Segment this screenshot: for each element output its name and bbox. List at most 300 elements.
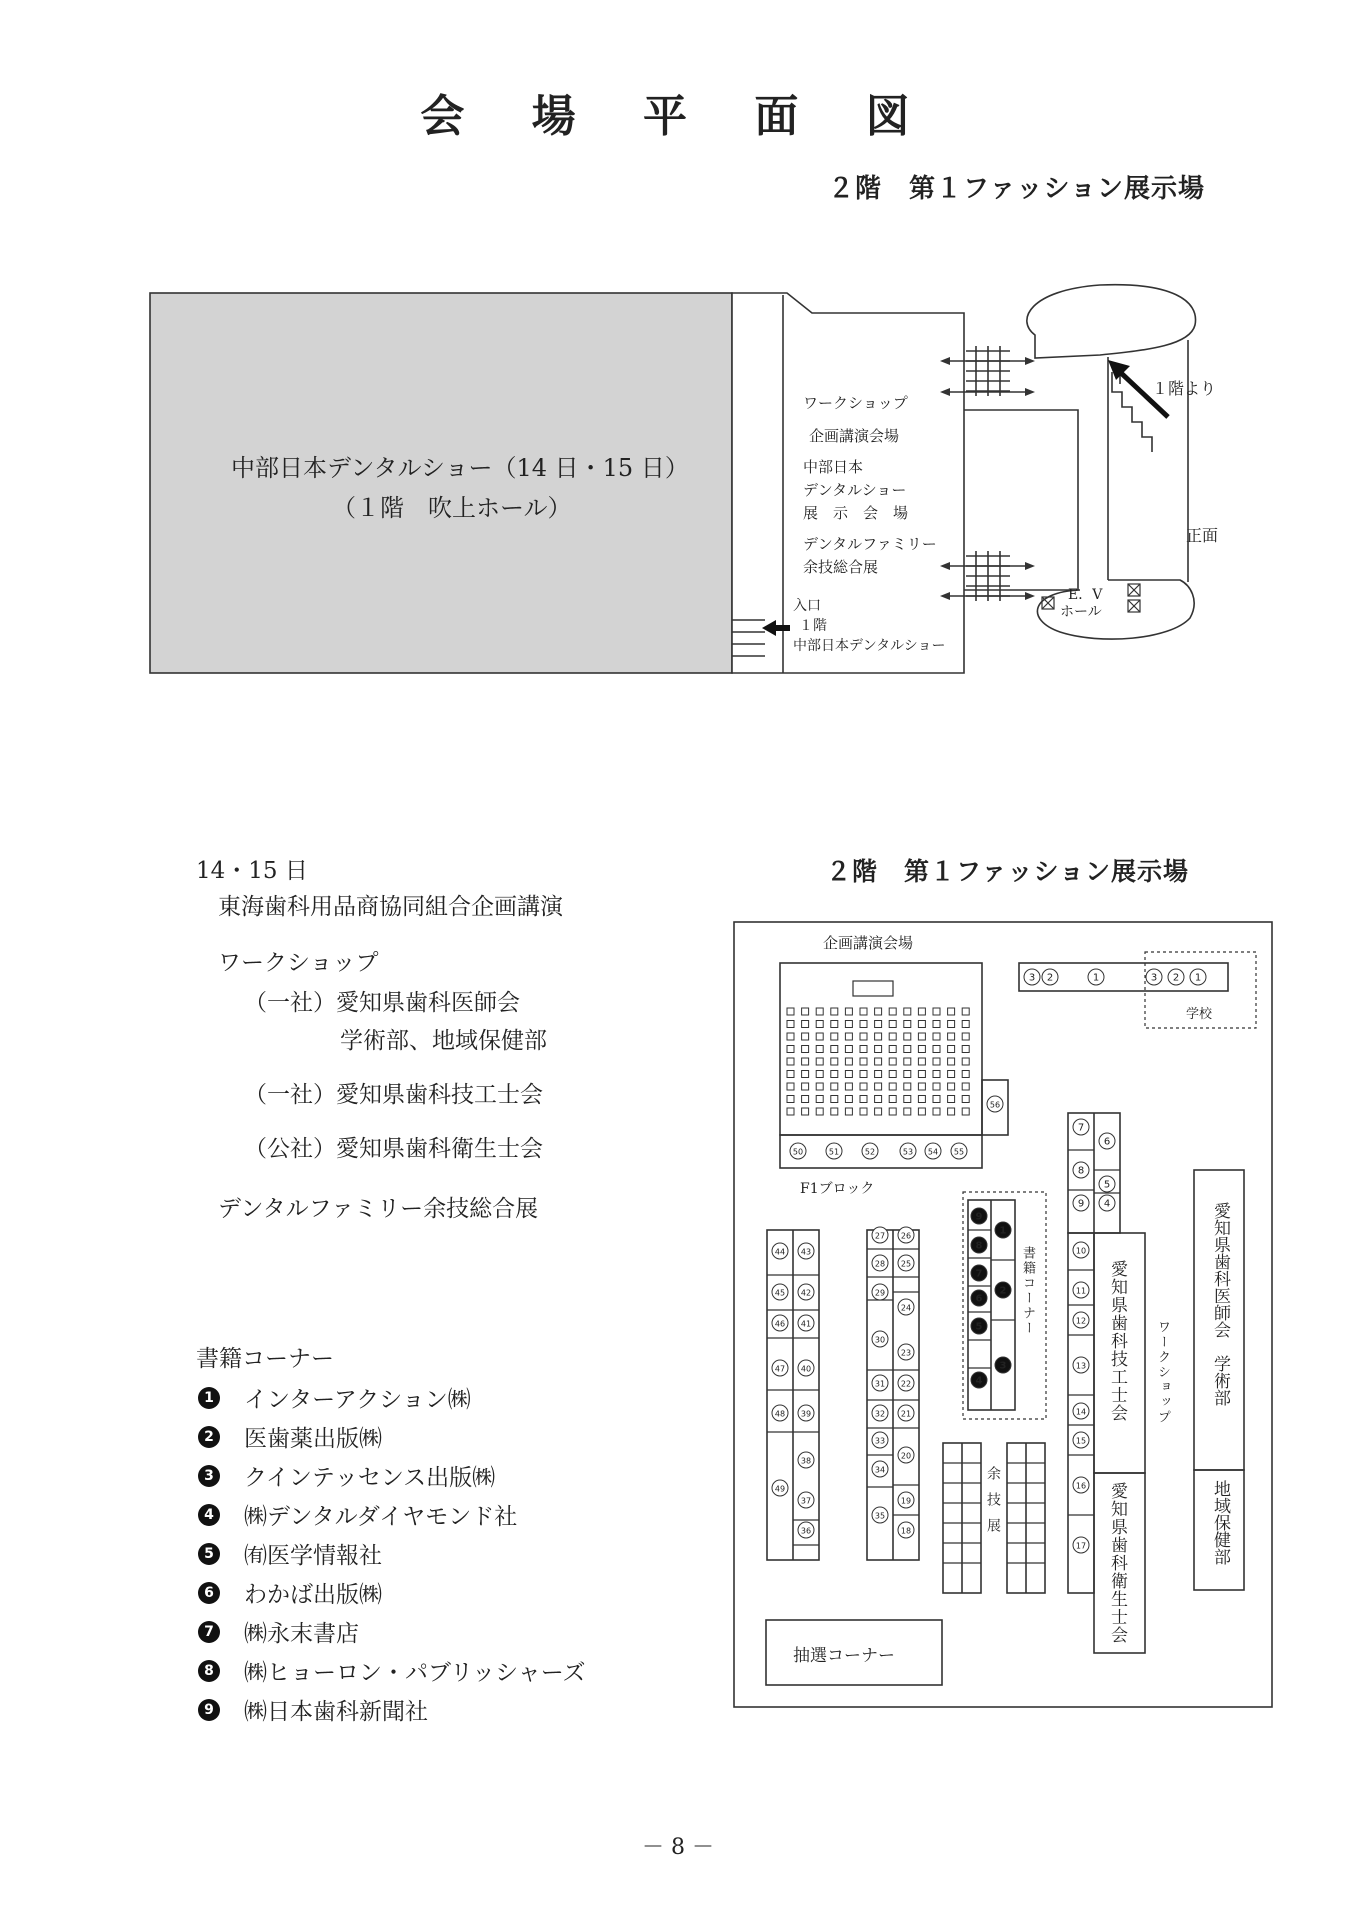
seat	[948, 1083, 955, 1090]
booth-number	[898, 1522, 914, 1538]
booth-number	[898, 1375, 914, 1391]
seat	[802, 1033, 809, 1040]
seat	[933, 1071, 940, 1078]
svg-text:8: 8	[975, 1240, 983, 1252]
svg-text:17: 17	[1075, 1541, 1087, 1551]
booth-number	[798, 1315, 814, 1331]
svg-text:35: 35	[874, 1511, 886, 1521]
svg-text:6: 6	[975, 1293, 983, 1305]
seat	[918, 1096, 925, 1103]
booth-number	[1073, 1282, 1089, 1298]
seat	[933, 1021, 940, 1028]
seat	[787, 1021, 794, 1028]
tech-assoc-vertical-label: 愛知県歯科技工士会	[1107, 1260, 1127, 1422]
booth-number	[1073, 1195, 1089, 1211]
book-booth-badge	[971, 1208, 987, 1224]
seat	[787, 1071, 794, 1078]
book-corner-item	[198, 1612, 586, 1651]
book-corner-item-name: ㈲医学情報社	[244, 1543, 382, 1569]
svg-text:18: 18	[900, 1526, 912, 1536]
svg-text:53: 53	[902, 1147, 914, 1157]
svg-text:3: 3	[1028, 972, 1036, 984]
seat	[787, 1108, 794, 1115]
seat	[816, 1071, 823, 1078]
seat	[787, 1033, 794, 1040]
svg-text:1: 1	[1092, 972, 1100, 984]
booth-number	[798, 1405, 814, 1421]
number-badge-icon: 7	[198, 1621, 220, 1643]
seat	[845, 1083, 852, 1090]
book-corner-item-name: ㈱デンタルダイヤモンド社	[244, 1504, 518, 1530]
svg-text:3: 3	[999, 1360, 1007, 1372]
book-corner-item	[198, 1417, 586, 1456]
room-label-hobby: 余技総合展	[803, 558, 879, 576]
schedule-departments: 学術部、地域保健部	[340, 1028, 547, 1054]
room-label-chubu: 中部日本	[803, 458, 864, 476]
seat	[875, 1033, 882, 1040]
svg-text:7: 7	[1077, 1122, 1085, 1134]
seat	[948, 1033, 955, 1040]
hall-label-line2: （１階 吹上ホール）	[332, 494, 572, 522]
booth-number	[1073, 1403, 1089, 1419]
seat	[948, 1008, 955, 1015]
svg-text:33: 33	[874, 1436, 886, 1446]
booth-number	[772, 1360, 788, 1376]
book-corner-item	[198, 1534, 586, 1573]
seat	[918, 1058, 925, 1065]
svg-text:32: 32	[874, 1409, 886, 1419]
svg-text:7: 7	[975, 1268, 983, 1280]
svg-text:4: 4	[1103, 1198, 1111, 1210]
workshop-vertical-label: ワークショップ	[1155, 1320, 1170, 1425]
upper-oval-hall	[1027, 285, 1196, 358]
seat	[889, 1108, 896, 1115]
svg-text:34: 34	[874, 1465, 886, 1475]
hygienist-assoc-vertical-label: 愛知県歯科衛生士会	[1107, 1482, 1127, 1644]
booth-number	[872, 1432, 888, 1448]
seat	[845, 1046, 852, 1053]
seat	[889, 1021, 896, 1028]
seat	[845, 1033, 852, 1040]
svg-text:2: 2	[1172, 972, 1180, 984]
book-corner-item-name: ㈱ヒョーロン・パブリッシャーズ	[244, 1660, 586, 1686]
svg-text:3: 3	[1150, 972, 1158, 984]
svg-text:38: 38	[800, 1456, 812, 1466]
seat	[802, 1008, 809, 1015]
seat	[889, 1046, 896, 1053]
book-booth-badge	[971, 1237, 987, 1253]
booth-number	[772, 1284, 788, 1300]
booth-number	[898, 1492, 914, 1508]
seat	[860, 1046, 867, 1053]
svg-text:2: 2	[999, 1285, 1007, 1297]
svg-text:6: 6	[1103, 1136, 1111, 1148]
svg-text:11: 11	[1075, 1286, 1087, 1296]
top-map-subtitle: ２階 第１ファッション展示場	[828, 174, 1205, 204]
seat	[802, 1021, 809, 1028]
front-label: 正面	[1186, 526, 1219, 545]
book-corner-item	[198, 1573, 586, 1612]
book-corner-heading: 書籍コーナー	[196, 1346, 334, 1372]
booth-number	[872, 1227, 888, 1243]
svg-text:47: 47	[774, 1364, 786, 1374]
schedule-hobby: デンタルファミリー余技総合展	[218, 1196, 539, 1222]
number-badge-icon: 6	[198, 1582, 220, 1604]
svg-text:36: 36	[800, 1526, 812, 1536]
booth-number	[798, 1284, 814, 1300]
seat	[816, 1008, 823, 1015]
booth-number	[900, 1143, 916, 1159]
svg-text:5: 5	[975, 1321, 983, 1333]
seat	[875, 1008, 882, 1015]
svg-text:30: 30	[874, 1335, 886, 1345]
booth-number	[1024, 969, 1040, 985]
seat	[962, 1046, 969, 1053]
seat	[918, 1033, 925, 1040]
booth-number	[1168, 969, 1184, 985]
book-booth-badge	[971, 1372, 987, 1388]
stairs-upper	[966, 346, 1010, 396]
seat	[933, 1008, 940, 1015]
seat	[816, 1058, 823, 1065]
book-corner-item	[198, 1378, 586, 1417]
booth-number	[1190, 969, 1206, 985]
svg-text:39: 39	[800, 1409, 812, 1419]
seat	[860, 1033, 867, 1040]
seat	[802, 1058, 809, 1065]
schedule-hygienist-assoc: （公社）愛知県歯科衛生士会	[244, 1136, 543, 1162]
svg-text:20: 20	[900, 1451, 912, 1461]
seat	[816, 1021, 823, 1028]
seat	[875, 1083, 882, 1090]
booth-number	[1088, 969, 1104, 985]
booth-number	[862, 1143, 878, 1159]
svg-text:9: 9	[975, 1211, 983, 1223]
svg-text:52: 52	[864, 1147, 876, 1157]
room-label-lecture: 企画講演会場	[809, 427, 900, 445]
seat	[845, 1071, 852, 1078]
seat	[860, 1058, 867, 1065]
lecture-seats	[787, 1008, 969, 1115]
seat	[948, 1021, 955, 1028]
book-booth-badge	[995, 1282, 1011, 1298]
room-label-exhibit: 展 示 会 場	[803, 504, 909, 522]
svg-text:55: 55	[953, 1147, 965, 1157]
seat	[860, 1021, 867, 1028]
booth-number	[872, 1255, 888, 1271]
book-corner-item-name: クインテッセンス出版㈱	[244, 1465, 496, 1491]
svg-text:40: 40	[800, 1364, 812, 1374]
seat	[845, 1108, 852, 1115]
booth-number	[872, 1461, 888, 1477]
seat	[875, 1058, 882, 1065]
seat	[933, 1046, 940, 1053]
seat	[889, 1096, 896, 1103]
seat	[962, 1096, 969, 1103]
svg-text:23: 23	[900, 1348, 912, 1358]
svg-text:44: 44	[774, 1247, 786, 1257]
svg-text:25: 25	[900, 1259, 912, 1269]
seat	[948, 1046, 955, 1053]
svg-text:10: 10	[1075, 1246, 1087, 1256]
seat	[802, 1046, 809, 1053]
booth-number	[872, 1405, 888, 1421]
svg-text:37: 37	[800, 1496, 812, 1506]
svg-text:54: 54	[927, 1147, 939, 1157]
seat	[933, 1108, 940, 1115]
svg-text:27: 27	[874, 1231, 886, 1241]
seat	[904, 1071, 911, 1078]
seat	[831, 1083, 838, 1090]
seat	[831, 1008, 838, 1015]
svg-text:51: 51	[828, 1147, 840, 1157]
svg-text:48: 48	[774, 1409, 786, 1419]
ev-hall-label: ホール	[1060, 604, 1102, 620]
number-badge-icon: 8	[198, 1660, 220, 1682]
seat	[802, 1083, 809, 1090]
book-booth-badge	[995, 1222, 1011, 1238]
entrance-label: 入口	[793, 598, 821, 614]
ev-label: E．V	[1068, 587, 1103, 603]
book-corner-item	[198, 1495, 586, 1534]
booth-number	[1073, 1357, 1089, 1373]
seat	[918, 1021, 925, 1028]
seat	[962, 1033, 969, 1040]
svg-text:45: 45	[774, 1288, 786, 1298]
svg-text:16: 16	[1075, 1481, 1087, 1491]
booth-number	[872, 1375, 888, 1391]
seat	[948, 1108, 955, 1115]
seat	[787, 1008, 794, 1015]
seat	[787, 1058, 794, 1065]
room-label-dental-show: デンタルショー	[803, 481, 907, 499]
svg-text:31: 31	[874, 1379, 886, 1389]
book-booth-badge	[971, 1265, 987, 1281]
booth-number	[1042, 969, 1058, 985]
booth-number	[798, 1243, 814, 1259]
seat	[962, 1108, 969, 1115]
booth-number	[898, 1405, 914, 1421]
schedule-date: 14・15 日	[196, 858, 308, 884]
book-corner-item-name: インターアクション㈱	[244, 1387, 471, 1413]
svg-text:24: 24	[900, 1303, 912, 1313]
seat	[816, 1108, 823, 1115]
seat	[962, 1021, 969, 1028]
booth-number	[1099, 1176, 1115, 1192]
seat	[933, 1096, 940, 1103]
book-booth-badge	[971, 1318, 987, 1334]
page-title: 会 場 平 面 図	[420, 91, 936, 142]
seat	[831, 1021, 838, 1028]
page-number: － 8 －	[642, 1835, 714, 1860]
booth-number	[1099, 1133, 1115, 1149]
lecture-hall-label: 企画講演会場	[823, 934, 914, 952]
booth-number	[951, 1143, 967, 1159]
svg-text:5: 5	[1103, 1179, 1111, 1191]
booth-number	[1073, 1432, 1089, 1448]
svg-text:19: 19	[900, 1496, 912, 1506]
floor-map-subtitle: ２階 第１ファッション展示場	[826, 857, 1190, 886]
seat	[933, 1058, 940, 1065]
svg-text:41: 41	[800, 1319, 812, 1329]
seat	[918, 1071, 925, 1078]
booth-number	[872, 1331, 888, 1347]
booth-number	[772, 1243, 788, 1259]
svg-text:8: 8	[1077, 1165, 1085, 1177]
entrance-floor-label: １階	[799, 618, 827, 634]
seat	[802, 1108, 809, 1115]
number-badge-icon: 9	[198, 1699, 220, 1721]
svg-text:1: 1	[1194, 972, 1202, 984]
booth-number	[1073, 1537, 1089, 1553]
svg-text:22: 22	[900, 1379, 912, 1389]
seat	[962, 1071, 969, 1078]
booth-number	[1073, 1312, 1089, 1328]
seat	[904, 1008, 911, 1015]
room-labels	[803, 392, 937, 579]
seat	[831, 1033, 838, 1040]
seat	[787, 1083, 794, 1090]
booth-number	[898, 1344, 914, 1360]
seat	[962, 1058, 969, 1065]
svg-text:2: 2	[1046, 972, 1054, 984]
number-badge-icon: 4	[198, 1504, 220, 1526]
seat	[918, 1083, 925, 1090]
seat	[875, 1071, 882, 1078]
seat	[948, 1058, 955, 1065]
number-badge-icon: 2	[198, 1426, 220, 1448]
booth-number	[798, 1360, 814, 1376]
book-corner-item-name: わかば出版㈱	[244, 1582, 382, 1608]
booth-number	[898, 1255, 914, 1271]
seat	[816, 1046, 823, 1053]
seat	[860, 1096, 867, 1103]
svg-text:13: 13	[1075, 1361, 1087, 1371]
svg-text:26: 26	[900, 1231, 912, 1241]
lecture-hall-area	[780, 963, 982, 1135]
seat	[918, 1008, 925, 1015]
seat	[831, 1046, 838, 1053]
number-badge-icon: 1	[198, 1387, 220, 1409]
booth-number	[898, 1447, 914, 1463]
seat	[933, 1033, 940, 1040]
seat	[816, 1083, 823, 1090]
seat	[802, 1096, 809, 1103]
floor-outline	[734, 922, 1272, 1707]
seat	[816, 1033, 823, 1040]
booth-number	[1073, 1242, 1089, 1258]
seat	[860, 1071, 867, 1078]
seat	[962, 1008, 969, 1015]
number-badge-icon: 5	[198, 1543, 220, 1565]
booth-number	[872, 1507, 888, 1523]
seat	[860, 1008, 867, 1015]
book-corner-item-name: ㈱永末書店	[244, 1621, 359, 1647]
svg-text:50: 50	[792, 1147, 804, 1157]
seat	[889, 1071, 896, 1078]
booth-number	[872, 1284, 888, 1300]
regional-health-vertical-label: 地域保健部	[1210, 1480, 1230, 1565]
seat	[787, 1096, 794, 1103]
entrance-show-label: 中部日本デンタルショー	[793, 638, 946, 654]
booth-number	[1099, 1195, 1115, 1211]
svg-text:29: 29	[874, 1288, 886, 1298]
booth-number	[772, 1480, 788, 1496]
booth-number	[798, 1522, 814, 1538]
from-first-floor-label: １階より	[1152, 379, 1217, 398]
seat	[904, 1108, 911, 1115]
book-booth-badge	[971, 1290, 987, 1306]
svg-text:21: 21	[900, 1409, 912, 1419]
booth-number	[1073, 1162, 1089, 1178]
seat	[875, 1096, 882, 1103]
seat	[948, 1071, 955, 1078]
booth-number	[898, 1227, 914, 1243]
fukiage-hall-area	[150, 293, 732, 673]
booth-number	[987, 1096, 1003, 1112]
schedule-lecture: 東海歯科用品商協同組合企画講演	[218, 894, 563, 920]
seat	[831, 1071, 838, 1078]
seat	[845, 1096, 852, 1103]
hobby-vertical-label: 余技展	[985, 1466, 1001, 1544]
booth-number	[798, 1452, 814, 1468]
book-corner-item	[198, 1651, 586, 1690]
schedule-dental-assoc: （一社）愛知県歯科医師会	[244, 990, 520, 1016]
school-label: 学校	[1186, 1007, 1213, 1022]
seat	[904, 1021, 911, 1028]
dental-assoc-vertical-label: 愛知県歯科医師会 学術部	[1210, 1202, 1230, 1406]
seat	[904, 1033, 911, 1040]
seat	[802, 1071, 809, 1078]
book-corner-item	[198, 1690, 586, 1729]
book-corner-vertical-label: 書籍コーナー	[1020, 1246, 1035, 1336]
booth-number	[772, 1315, 788, 1331]
svg-text:14: 14	[1075, 1407, 1087, 1417]
book-corner-item-name: ㈱日本歯科新聞社	[244, 1699, 428, 1725]
svg-text:46: 46	[774, 1319, 786, 1329]
seat	[860, 1083, 867, 1090]
svg-text:43: 43	[800, 1247, 812, 1257]
booth-number	[925, 1143, 941, 1159]
room-label-workshop: ワークショップ	[803, 394, 908, 412]
svg-text:28: 28	[874, 1259, 886, 1269]
seat	[904, 1083, 911, 1090]
seat	[860, 1108, 867, 1115]
booth-number	[826, 1143, 842, 1159]
stairs-lower	[966, 551, 1010, 601]
booth-number	[798, 1492, 814, 1508]
schedule-workshop: ワークショップ	[218, 950, 379, 976]
svg-text:12: 12	[1075, 1316, 1087, 1326]
seat	[875, 1021, 882, 1028]
seat	[889, 1008, 896, 1015]
svg-text:1: 1	[999, 1225, 1007, 1237]
seat	[875, 1108, 882, 1115]
seat	[787, 1046, 794, 1053]
seat	[889, 1033, 896, 1040]
svg-text:9: 9	[1077, 1198, 1085, 1210]
book-corner-item-name: 医歯薬出版㈱	[244, 1426, 382, 1452]
entrance-labels	[793, 596, 946, 656]
booth-number	[1073, 1119, 1089, 1135]
seat	[845, 1008, 852, 1015]
seat	[889, 1083, 896, 1090]
svg-text:56: 56	[989, 1100, 1001, 1110]
booth-number	[898, 1299, 914, 1315]
svg-text:49: 49	[774, 1484, 786, 1494]
svg-text:15: 15	[1075, 1436, 1087, 1446]
seat	[875, 1046, 882, 1053]
